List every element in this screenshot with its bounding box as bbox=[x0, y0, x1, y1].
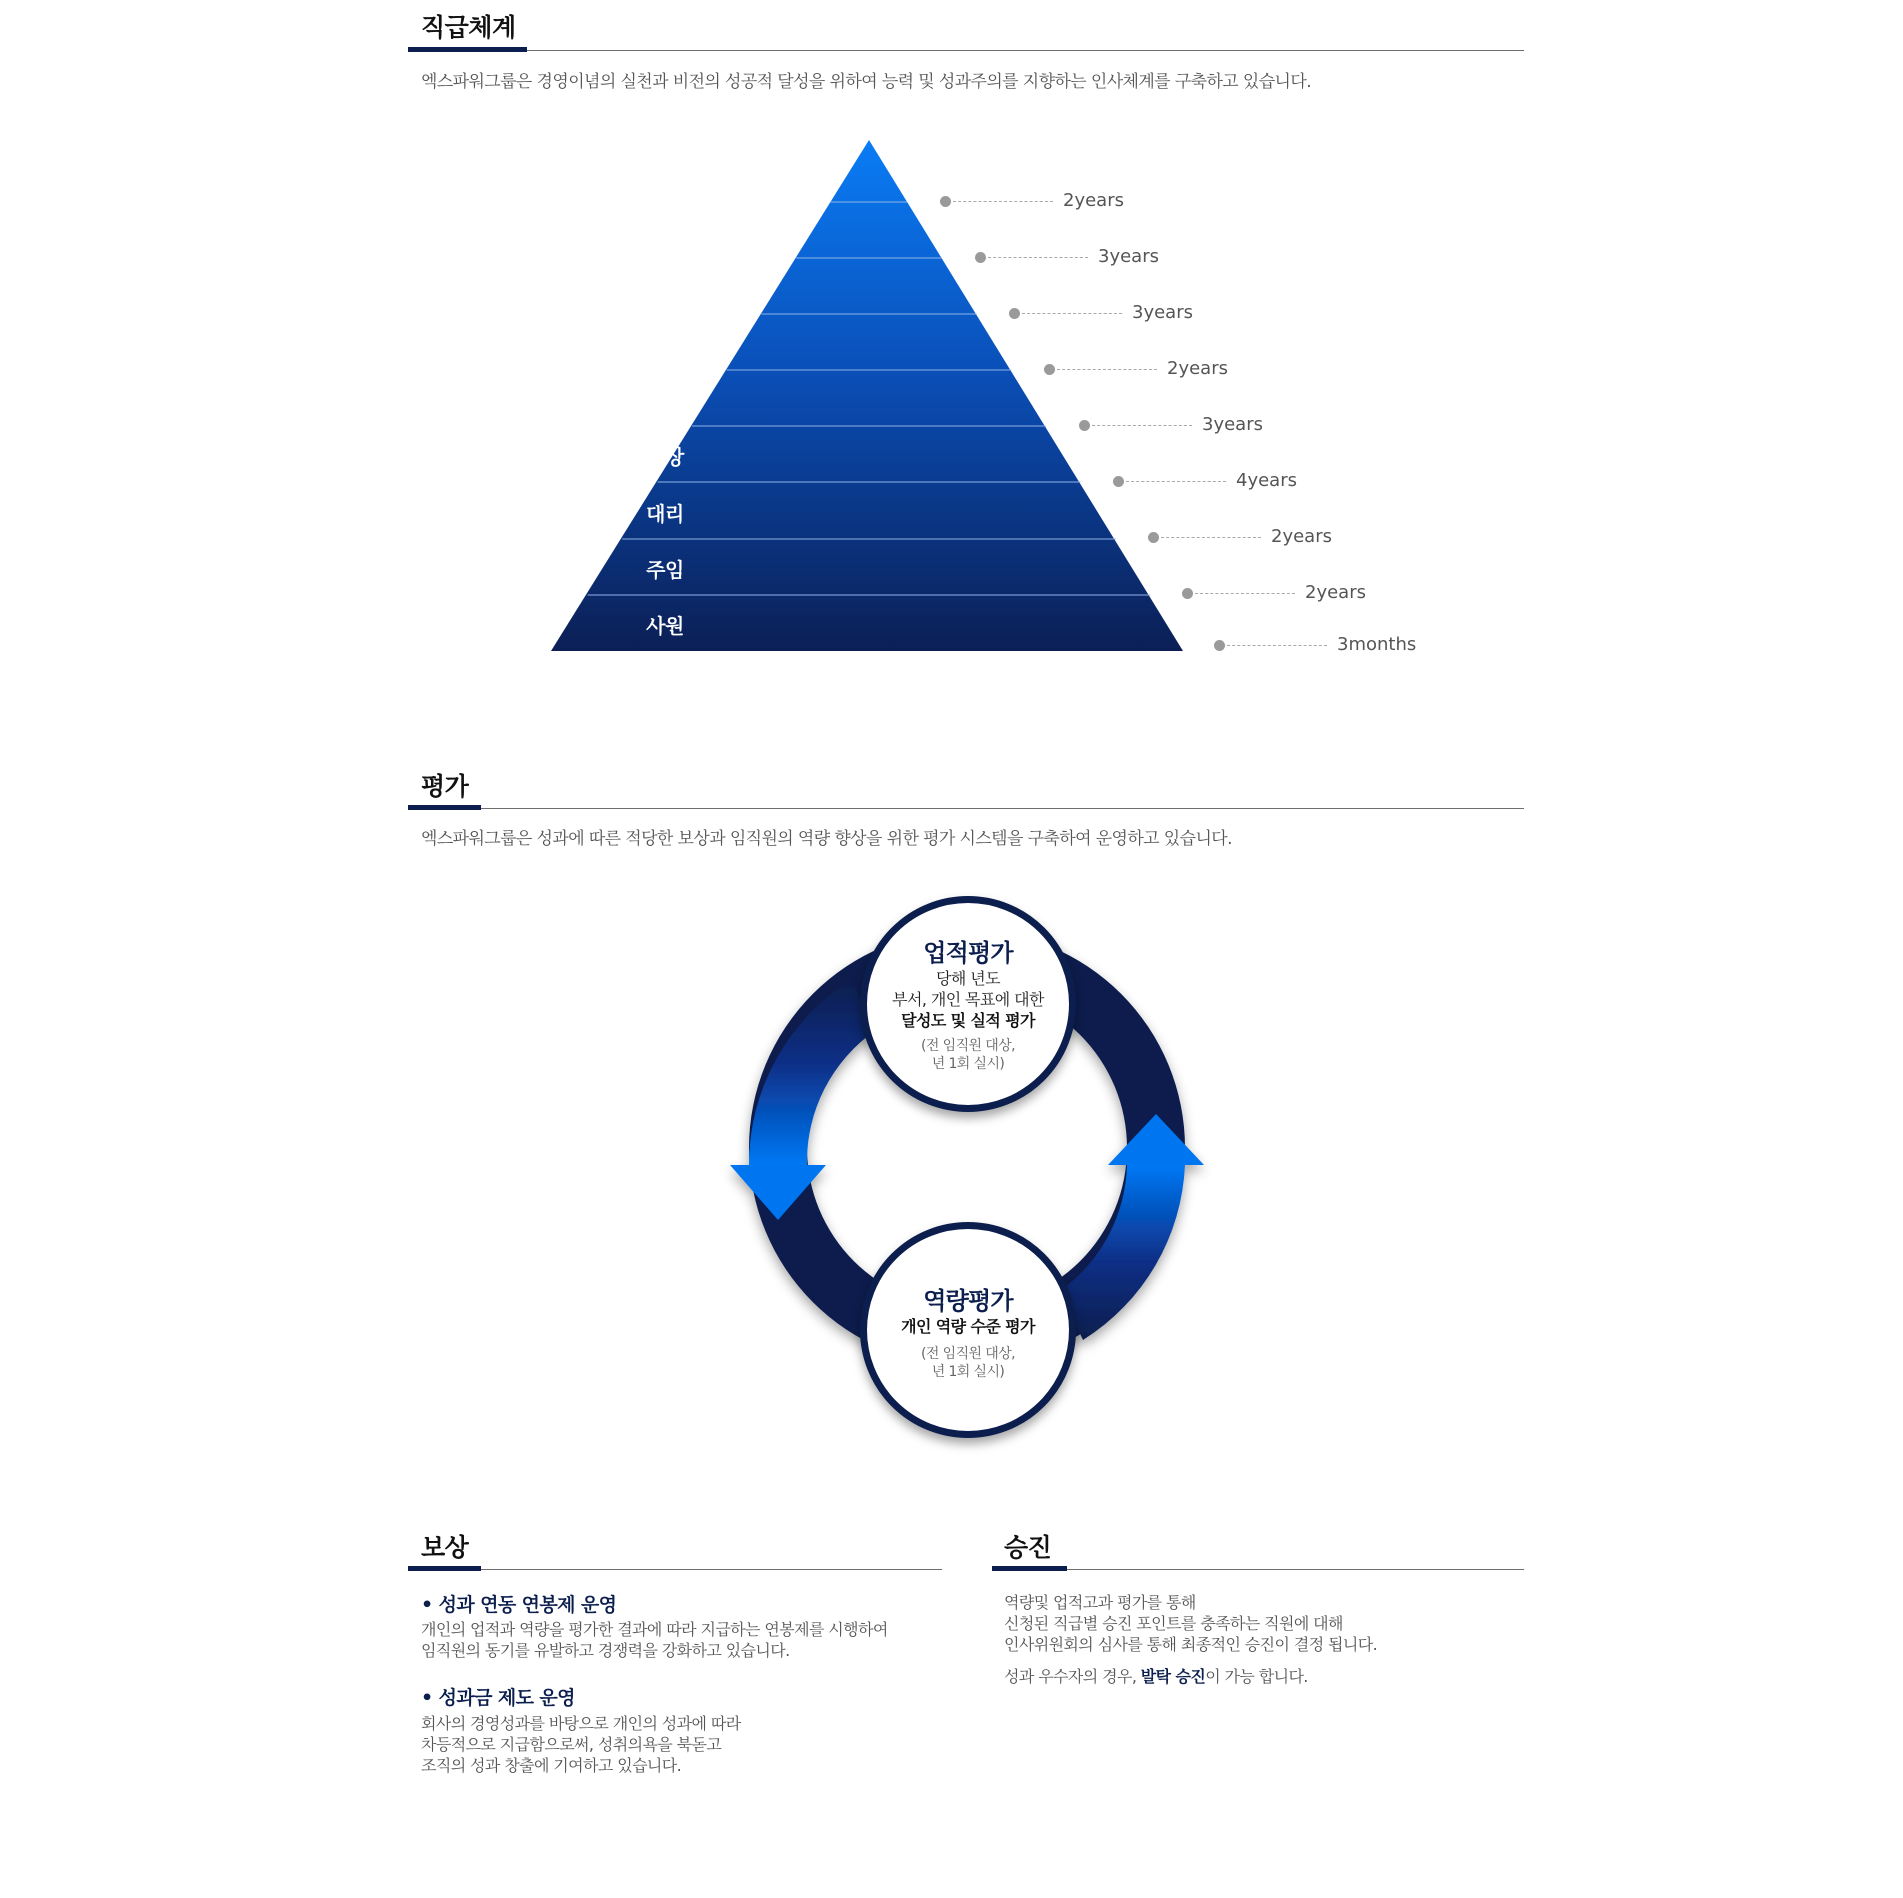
tier-duration-label: 2years bbox=[1305, 582, 1366, 603]
promotion-note: 성과 우수자의 경우, 발탁 승진이 가능 합니다. bbox=[1004, 1667, 1308, 1686]
performance-evaluation-line3: 달성도 및 실적 평가 bbox=[901, 1011, 1035, 1030]
tier-duration-label: 2years bbox=[1063, 190, 1124, 211]
competency-evaluation-line1: 개인 역량 수준 평가 bbox=[901, 1317, 1035, 1336]
performance-evaluation-circle bbox=[860, 896, 1076, 1112]
tier-duration-label: 4years bbox=[1236, 470, 1297, 491]
promotion-section-divider bbox=[992, 1569, 1524, 1570]
pyramid-tier-label: 주임 bbox=[646, 558, 684, 582]
tier-duration-label: 2years bbox=[1167, 358, 1228, 379]
rank-section-title: 직급체계 bbox=[421, 13, 516, 42]
evaluation-description: 엑스파워그룹은 성과에 따른 적당한 보상과 임직원의 역량 향상을 위한 평가 시스템을 구축하여 운영하고 있습니다. bbox=[421, 829, 1232, 849]
competency-evaluation-circle bbox=[860, 1222, 1076, 1438]
performance-evaluation-note1: (전 임직원 대상, bbox=[921, 1038, 1015, 1054]
pyramid-tier-label: 과장 bbox=[646, 445, 684, 469]
promotion-text: 역량및 업적고과 평가를 통해 신청된 직급별 승진 포인트를 충족하는 직원에 대해 인사위원회의 심사를 통해 최종적인 승진이 결정 됩니다. bbox=[1004, 1593, 1378, 1654]
pyramid-tier-label: 전무 bbox=[646, 221, 684, 245]
compensation-item-text: 개인의 업적과 역량을 평가한 결과에 따라 지급하는 연봉제를 시행하여 임직원의 동기를 유발하고 경쟁력을 강화하고 있습니다. bbox=[421, 1620, 888, 1660]
compensation-section-accent bbox=[408, 1566, 481, 1571]
compensation-item-title: • 성과금 제도 운영 bbox=[421, 1687, 575, 1709]
performance-evaluation-title: 업적평가 bbox=[923, 939, 1013, 967]
compensation-item-text: 회사의 경영성과를 바탕으로 개인의 성과에 따라 차등적으로 지급함으로써, 성취의욕을 북돋고 조직의 성과 창출에 기여하고 있습니다. bbox=[421, 1714, 741, 1775]
competency-evaluation-title: 역량평가 bbox=[923, 1287, 1013, 1315]
pyramid-tier-label: 상무 bbox=[646, 277, 684, 301]
pyramid-tier-label: 차장 bbox=[646, 389, 684, 413]
performance-evaluation-line2: 부서, 개인 목표에 대한 bbox=[892, 990, 1044, 1009]
competency-evaluation-note2: 년 1회 실시) bbox=[931, 1364, 1005, 1380]
promotion-highlight: 발탁 승진 bbox=[1140, 1667, 1206, 1686]
pyramid-tier-label: 부사장 bbox=[642, 176, 688, 195]
performance-evaluation-line1: 당해 년도 bbox=[936, 969, 1000, 988]
compensation-section-title: 보상 bbox=[421, 1533, 469, 1562]
compensation-section-divider bbox=[408, 1569, 942, 1570]
evaluation-section-title: 평가 bbox=[421, 772, 469, 801]
arrow-up-icon bbox=[1108, 1114, 1204, 1165]
tier-duration-label: 3years bbox=[1202, 414, 1263, 435]
tier-duration-label: 2years bbox=[1271, 526, 1332, 547]
tier-duration-label: 3years bbox=[1132, 302, 1193, 323]
tier-duration-label: 3years bbox=[1098, 246, 1159, 267]
promotion-section-accent bbox=[992, 1566, 1067, 1571]
pyramid-tier-label: 부장 bbox=[646, 333, 684, 357]
promotion-section-title: 승진 bbox=[1004, 1533, 1052, 1562]
performance-evaluation-note2: 년 1회 실시) bbox=[931, 1056, 1005, 1072]
compensation-item-title: • 성과 연동 연봉제 운영 bbox=[421, 1594, 617, 1616]
pyramid-tier-label: 사원 bbox=[646, 614, 684, 638]
competency-evaluation-note1: (전 임직원 대상, bbox=[921, 1346, 1015, 1362]
tier-duration-label: 3months bbox=[1337, 634, 1417, 655]
rank-description: 엑스파워그룹은 경영이념의 실천과 비전의 성공적 달성을 위하여 능력 및 성과주의를 지향하는 인사체계를 구축하고 있습니다. bbox=[421, 72, 1311, 92]
pyramid-tier-label: 대리 bbox=[646, 501, 684, 526]
